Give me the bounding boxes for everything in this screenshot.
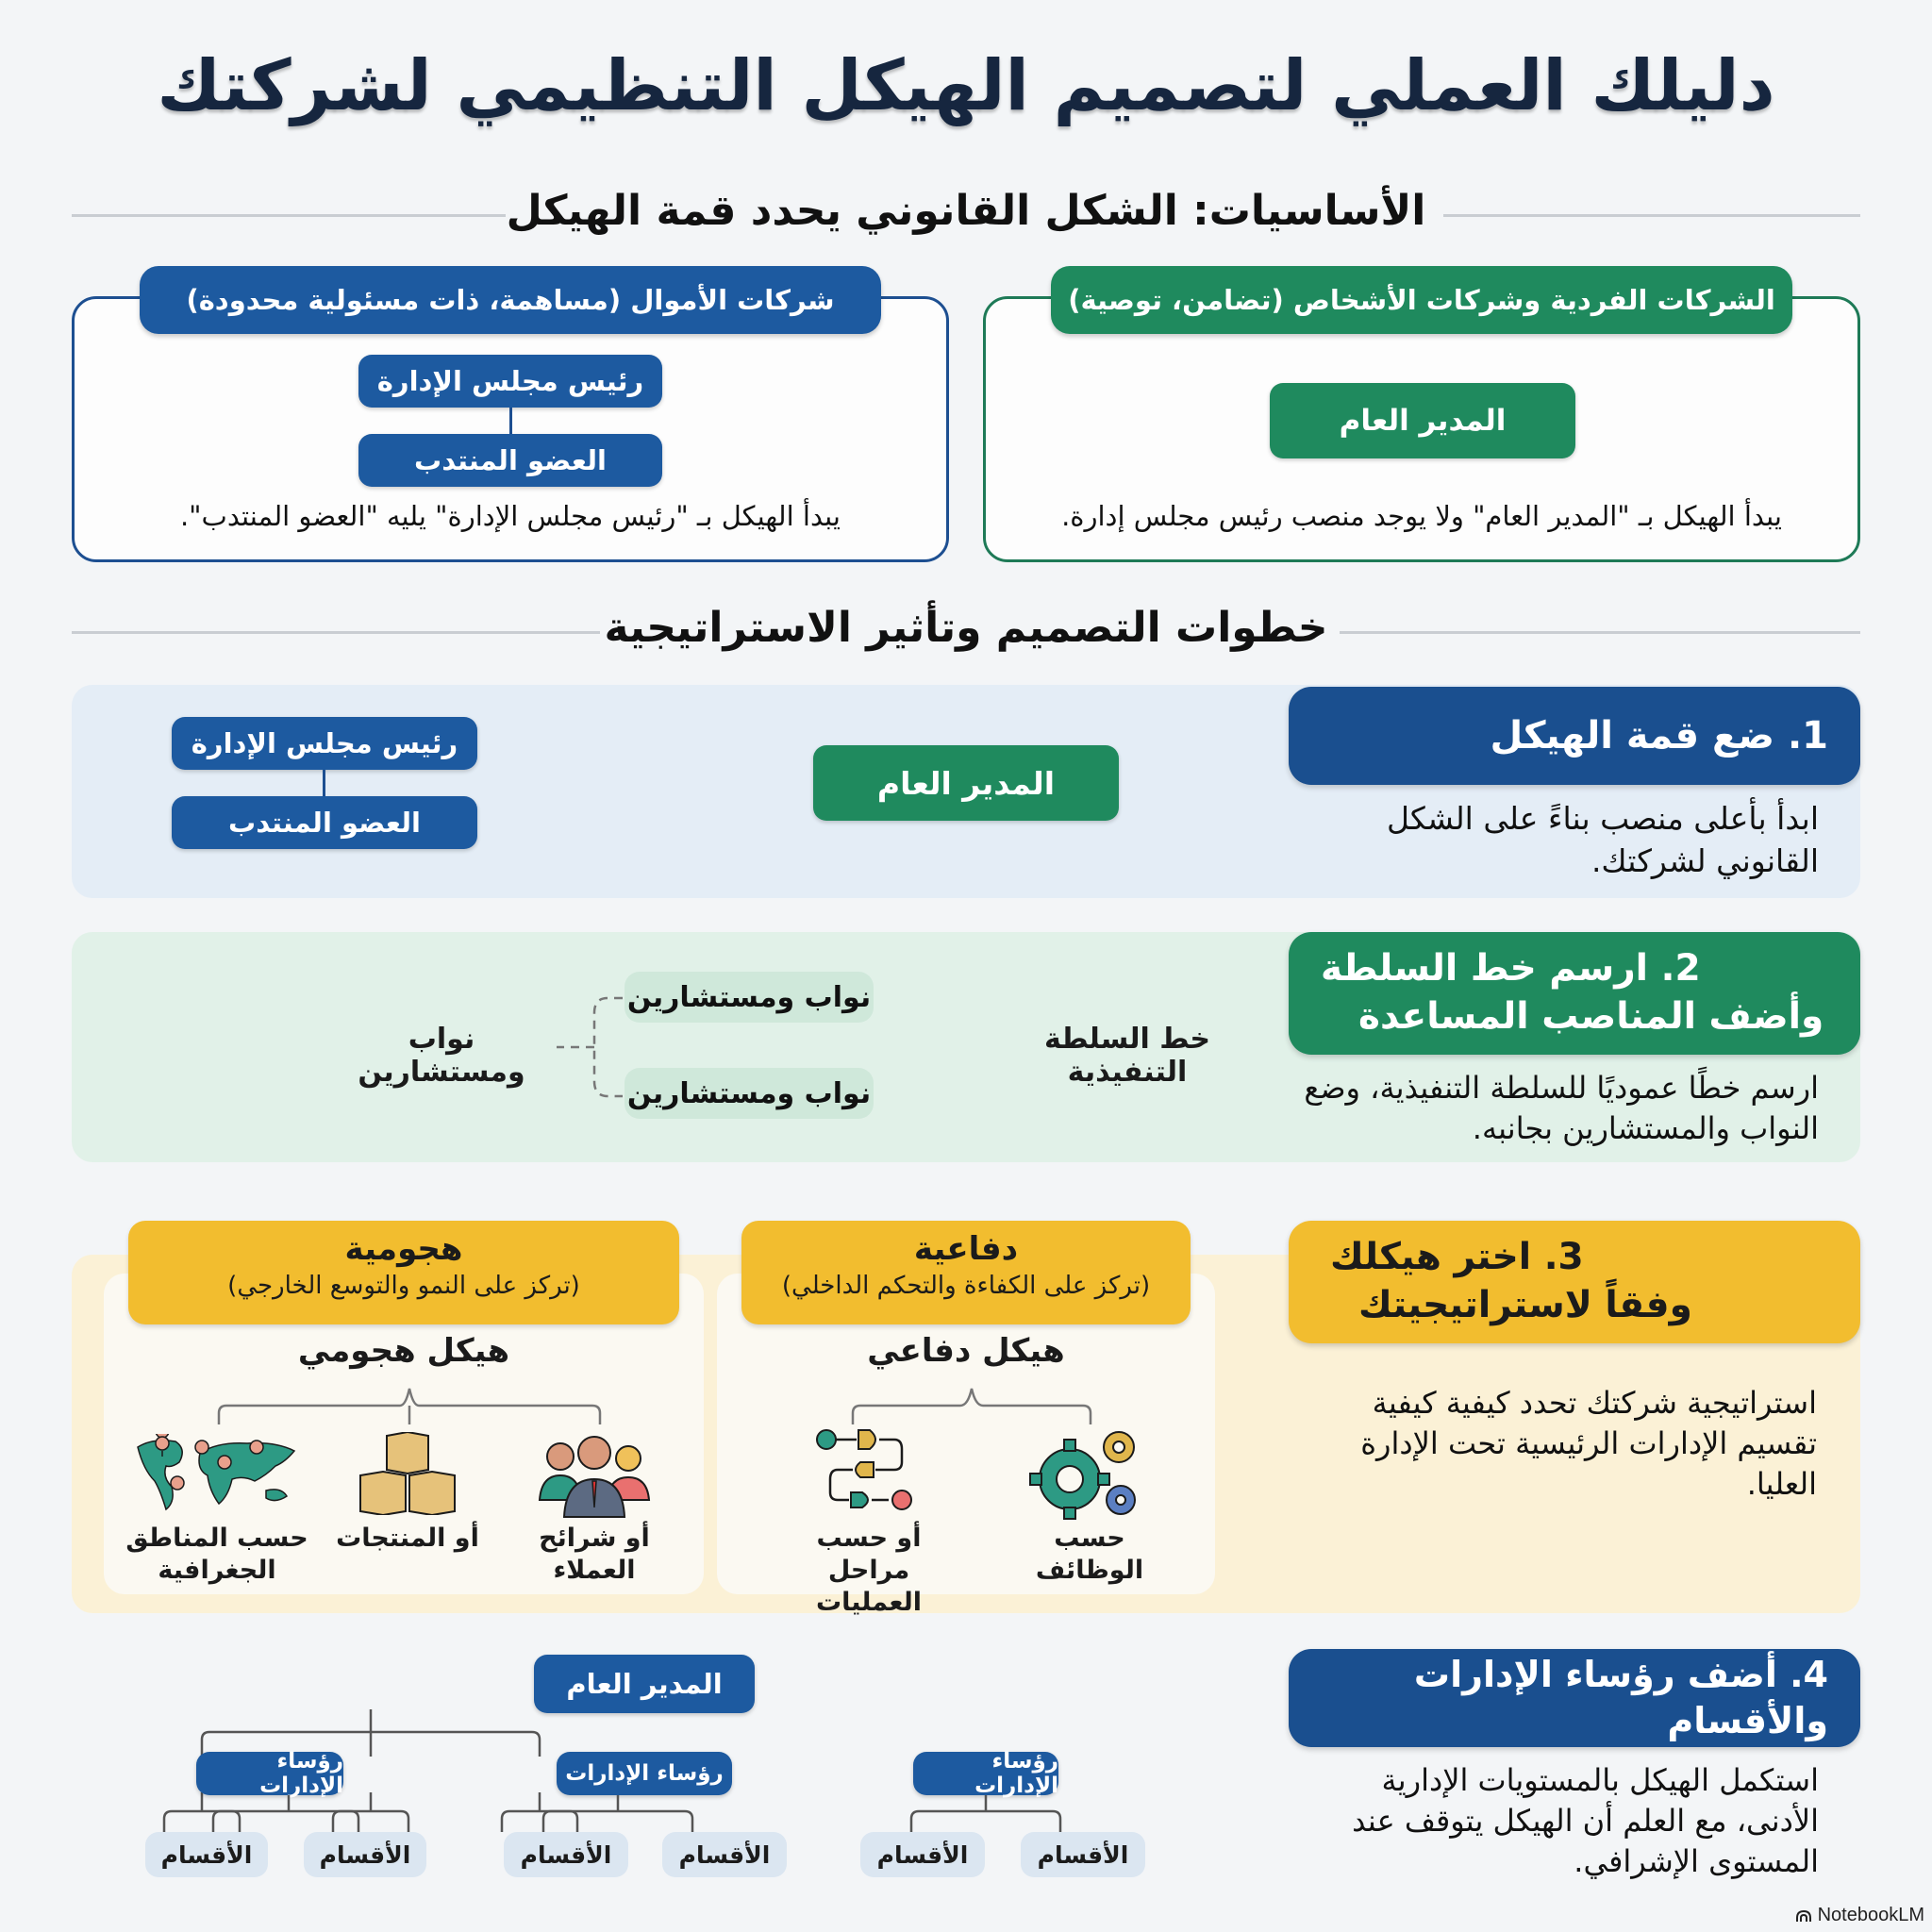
deputy-label-left: نواب ومستشارين: [358, 1023, 525, 1089]
step2-text: ارسم خطًا عموديًا للسلطة التنفيذية، وضع النواب والمستشارين بجانبه.: [1304, 1070, 1819, 1147]
bracket-connector: [215, 1385, 604, 1426]
step3-title-line2: وفقاً لاستراتيجيتك: [1358, 1284, 1692, 1326]
page-title: دليلك العملي لتصميم الهيكل التنظيمي لشركتك: [157, 45, 1775, 126]
brand-watermark: [1795, 1905, 1924, 1926]
individual-companies-tab: الشركات الفردية وشركات الأشخاص (تضامن، توصية): [1051, 266, 1792, 334]
offensive-option-customers: أو شرائح العملاء: [539, 1524, 650, 1585]
section-box: الأقسام: [662, 1832, 787, 1877]
step3-title-line1: 3. اختر هيكلك: [1330, 1236, 1584, 1279]
chairman-box: رئيس مجلس الإدارة: [358, 355, 662, 408]
world-map-icon: [134, 1434, 300, 1513]
section-box: الأقسام: [504, 1832, 628, 1877]
step2-title: [1289, 932, 1860, 1055]
individual-companies-desc: يبدأ الهيكل بـ "المدير العام" ولا يوجد منصب رئيس مجلس إدارة.: [1061, 500, 1782, 532]
step1-managing-director: العضو المنتدب: [172, 796, 477, 849]
offensive-structure: هيكل هجومي: [297, 1332, 510, 1370]
defensive-structure: هيكل دفاعي: [867, 1332, 1065, 1370]
department-head-1: رؤساء الإدارات: [913, 1752, 1058, 1795]
general-manager-box: المدير العام: [1270, 383, 1575, 458]
steps-heading: خطوات التصميم وتأثير الاستراتيجية: [604, 604, 1328, 652]
managing-director-box: العضو المنتدب: [358, 434, 662, 487]
department-head-3: رؤساء الإدارات: [196, 1752, 343, 1795]
offensive-name: هجومية: [344, 1230, 463, 1268]
step1-text: ابدأ بأعلى منصب بناءً على الشكل القانوني لشركتك.: [1386, 800, 1819, 879]
defensive-name: دفاعية: [913, 1230, 1019, 1268]
section-box: الأقسام: [860, 1832, 985, 1877]
dashed-connector: [547, 991, 625, 1104]
connector-line: [323, 770, 325, 796]
defensive-option-functions: حسب الوظائف: [1035, 1524, 1144, 1585]
capital-companies-desc: يبدأ الهيكل بـ "رئيس مجلس الإدارة" يليه "العضو المنتدب".: [179, 500, 841, 532]
basics-heading: الأساسيات: الشكل القانوني يحدد قمة الهيكل: [506, 187, 1426, 235]
step3-title: [1289, 1221, 1860, 1343]
defensive-option-process: أو حسب مراحل العمليات: [815, 1524, 923, 1617]
step1-general-manager: المدير العام: [813, 745, 1119, 821]
bracket-connector: [849, 1385, 1094, 1426]
step4-general-manager: المدير العام: [534, 1655, 755, 1713]
boxes-icon: [358, 1432, 457, 1515]
notebooklm-logo-icon: [1795, 1909, 1812, 1923]
section-box: الأقسام: [304, 1832, 426, 1877]
deputy-box-bottom: نواب ومستشارين: [625, 1068, 874, 1119]
connector-line: [509, 408, 512, 434]
step4-text: استكمل الهيكل بالمستويات الإدارية الأدنى، مع العلم أن الهيكل يتوقف عند المستوى الإشرافي.: [1352, 1762, 1819, 1880]
defensive-focus: (تركز على الكفاءة والتحكم الداخلي): [781, 1272, 1151, 1300]
step3-text: استراتيجية شركتك تحدد كيفية كيفية تقسيم الإدارات الرئيسية تحت الإدارة العليا.: [1360, 1385, 1817, 1503]
step1-chairman: رئيس مجلس الإدارة: [172, 717, 477, 770]
section-box: الأقسام: [145, 1832, 268, 1877]
defensive-header: [741, 1221, 1191, 1324]
capital-companies-tab: شركات الأموال (مساهمة، ذات مسئولية محدودة): [140, 266, 881, 334]
offensive-option-products: أو المنتجات: [336, 1524, 479, 1553]
gears-icon: [1026, 1426, 1143, 1521]
customers-icon: [536, 1428, 653, 1519]
step4-title: 4. أضف رؤساء الإدارات والأقسام: [1289, 1649, 1860, 1747]
step2-title-line1: 2. ارسم خط السلطة: [1321, 947, 1701, 991]
offensive-header: [128, 1221, 679, 1324]
section-box: الأقسام: [1021, 1832, 1145, 1877]
deputy-box-top: نواب ومستشارين: [625, 972, 874, 1023]
offensive-option-geographic: حسب المناطق الجغرافية: [125, 1524, 308, 1585]
section-connectors: [123, 1792, 1160, 1840]
step2-title-line2: وأضف المناصب المساعدة: [1358, 995, 1824, 1038]
department-head-2: رؤساء الإدارات: [557, 1752, 732, 1795]
executive-line-label: خط السلطة التنفيذية: [1044, 1023, 1210, 1089]
step1-title: 1. ضع قمة الهيكل: [1289, 687, 1860, 785]
brand-label: NotebookLM: [1817, 1905, 1924, 1925]
process-flow-icon: [815, 1426, 919, 1521]
offensive-focus: (تركز على النمو والتوسع الخارجي): [227, 1272, 580, 1300]
